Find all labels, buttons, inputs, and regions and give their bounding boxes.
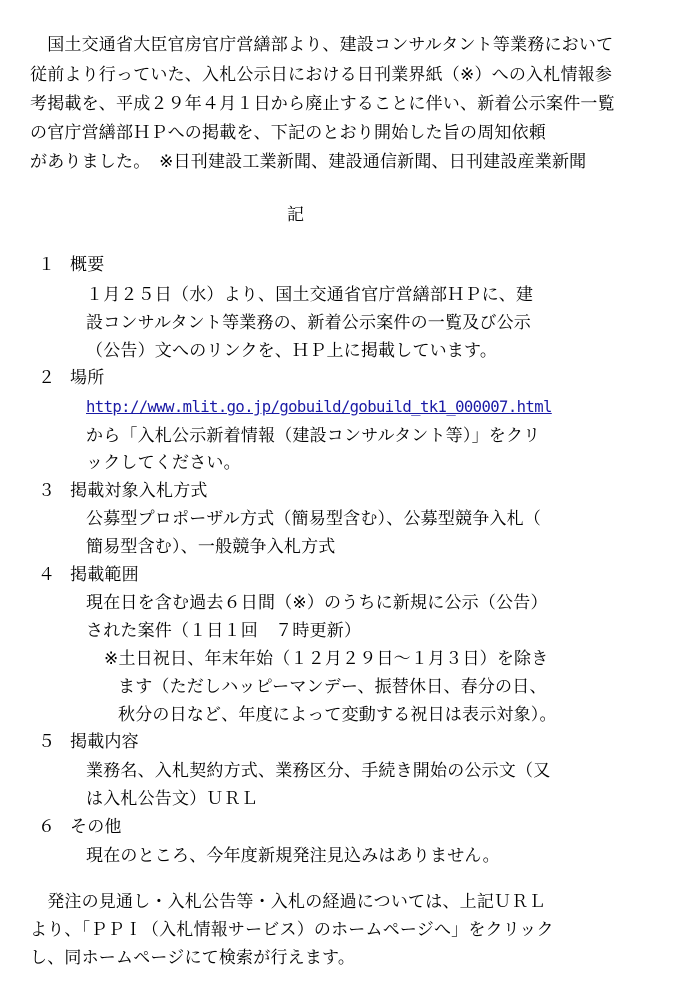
section-line: から「入札公示新着情報（建設コンサルタント等）」をクリ [86,426,541,446]
intro-line: の官庁営繕部ＨＰへの掲載を、下記のとおり開始した旨の周知依頼 [30,123,546,143]
url-line [86,396,552,418]
section-line: １月２５日（水）より、国土交通省官庁営繕部ＨＰに、建 [86,285,534,305]
section-heading: 場所 [70,368,105,388]
section-line: 現在のところ、今年度新規発注見込みはありません。 [86,846,500,866]
section-heading: その他 [70,817,122,837]
section-note-line: ※土日祝日、年末年始（１２月２９日～１月３日）を除き [104,649,549,669]
section-heading: 概要 [70,255,105,275]
section-line: ックしてください。 [86,453,241,473]
section-number: ５ [38,732,55,752]
section-note-line: 秋分の日など、年度によって変動する祝日は表示対象）。 [118,705,557,725]
section-heading: 掲載範囲 [70,565,139,585]
section-number: ６ [38,817,55,837]
section-line: 現在日を含む過去６日間（※）のうちに新規に公示（公告） [86,593,548,613]
section-line: された案件（１日１回 ７時更新） [86,621,362,641]
section-line: 設コンサルタント等業務の、新着公示案件の一覧及び公示 [86,313,531,333]
section-number: ４ [38,565,55,585]
closing-line: し、同ホームページにて検索が行えます。 [30,948,356,968]
section-line: 業務名、入札契約方式、業務区分、手続き開始の公示文（又 [86,761,551,781]
section-number: ３ [38,481,55,501]
gobuild-url-link[interactable]: http://www.mlit.go.jp/gobuild/gobuild_tk1_000007.html [86,398,552,416]
ki-heading: 記 [287,205,305,225]
section-number: １ [38,255,55,275]
intro-line: 国土交通省大臣官房官庁営繕部より、建設コンサルタント等業務において [30,35,614,55]
section-line: 公募型プロポーザル方式（簡易型含む）、公募型競争入札（ [86,509,542,529]
section-heading: 掲載内容 [70,732,139,752]
intro-line: 従前より行っていた、入札公示日における日刊業界紙（※）への入札情報参 [30,65,613,85]
section-heading: 掲載対象入札方式 [70,481,208,501]
closing-line: より、「ＰＰＩ（入札情報サービス）のホームページへ」をクリック [30,920,554,940]
intro-line: 考掲載を、平成２９年４月１日から廃止することに伴い、新着公示案件一覧 [30,94,615,114]
intro-line: がありました。 ※日刊建設工業新聞、建設通信新聞、日刊建設産業新聞 [30,152,587,172]
section-number: ２ [38,368,55,388]
section-line: （公告）文へのリンクを、ＨＰ上に掲載しています。 [86,341,498,361]
closing-line: 発注の見通し・入札公告等・入札の経過については、上記ＵＲＬ [30,892,546,912]
section-note-line: ます（ただしハッピーマンデー、振替休日、春分の日、 [118,677,547,697]
section-line: 簡易型含む）、一般競争入札方式 [86,537,336,557]
section-line: は入札公告文）ＵＲＬ [86,789,258,809]
